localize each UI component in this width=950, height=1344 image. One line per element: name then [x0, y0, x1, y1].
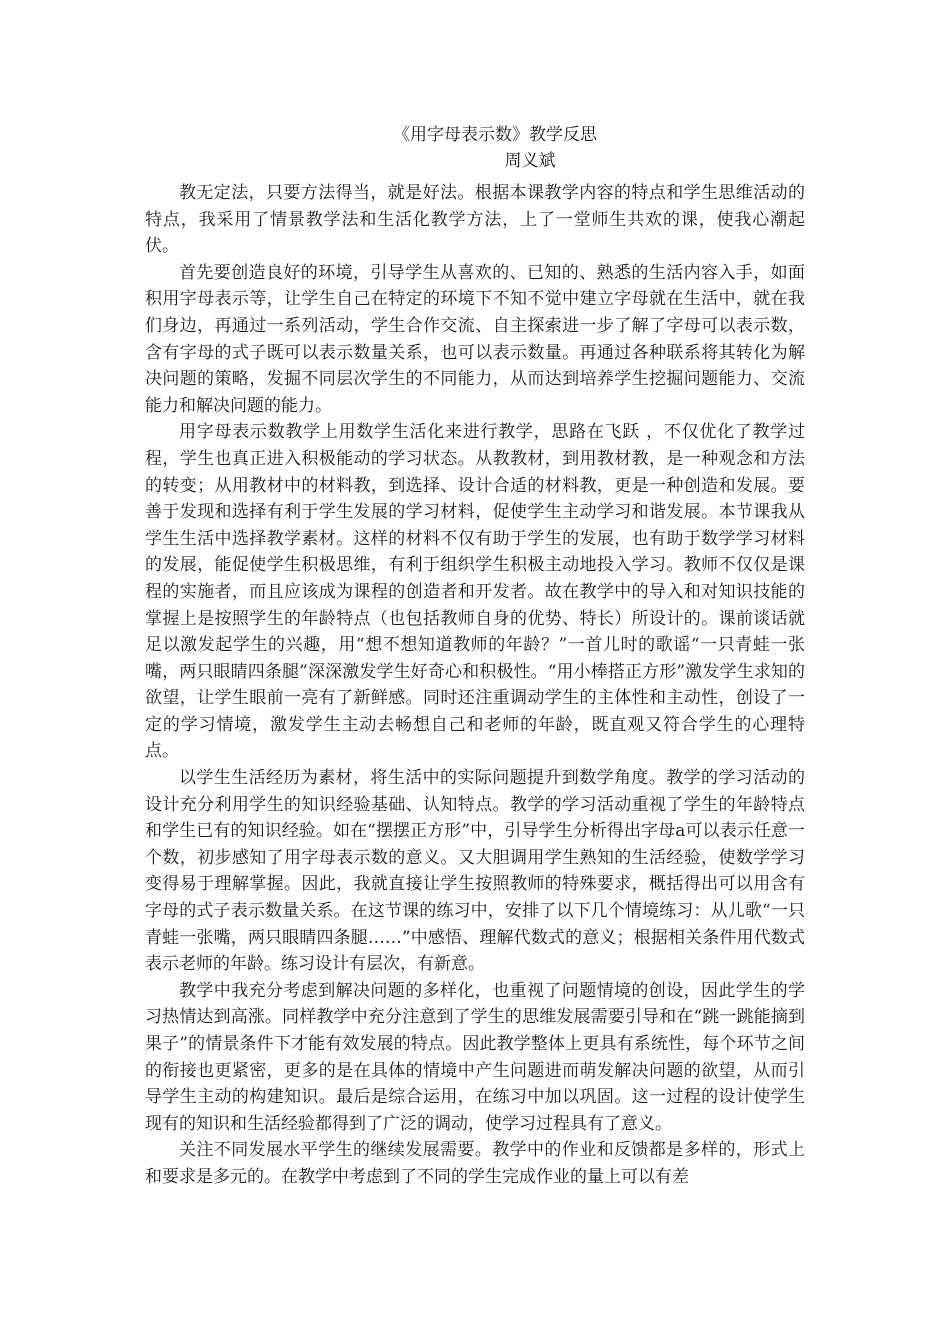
document-author: 周义斌	[504, 151, 556, 171]
paragraph-5: 教学中我充分考虑到解决问题的多样化，也重视了问题情境的创设，因此学生的学习热情达到高涨。同样教学中充分注意到了学生的思维发展需要引导和在“跳一跳能摘到果子”的情景条件下才能有效发展的特点。因此教学整体上更具有系统性，每个环节之间的衔接也更紧密，更多的是在具体的情境中产生问题进而萌发解决问题的欲望，从而引导学生主动的构建知识。最后是综合运用，在练习中加以巩固。这一过程的设计使学生现有的知识和生活经验都得到了广泛的调动，使学习过程具有了意义。	[145, 980, 805, 1134]
paragraph-3: 用字母表示数教学上用数学生活化来进行教学，思路在飞跃 ，不仅优化了教学过程，学生也真正进入积极能动的学习状态。从教教材，到用教材教，是一种观念和方法的转变；从用教材中的材料教，到选择、设计合适的材料教，更是一种创造和发展。要善于发现和选择有利于学生发展的学习材料，促使学生主动学习和谐发展。本节课我从学生生活中选择教学素材。这样的材料不仅有助于学生的发展，也有助于数学学习材料的发展，能促使学生积极思维，有利于组织学生积极主动地投入学习。教师不仅仅是课程的实施者，而且应该成为课程的创造者和开发者。故在教学中的导入和对知识技能的掌握上是按照学生的年龄特点（也包括教师自身的优势、特长）所设计的。课前谈话就足以激发起学生的兴趣，用“想不想知道教师的年龄？”一首儿时的歌谣“一只青蛙一张嘴，两只眼睛四条腿”深深激发学生好奇心和积极性。“用小棒搭正方形”激发学生求知的欲望，让学生眼前一亮有了新鲜感。同时还注重调动学生的主体性和主动性，创设了一定的学习情境，激发学生主动去畅想自己和老师的年龄，既直观又符合学生的心理特点。	[145, 422, 805, 762]
paragraph-1: 教无定法，只要方法得当，就是好法。根据本课教学内容的特点和学生思维活动的特点，我采用了情景教学法和生活化教学方法，上了一堂师生共欢的课，使我心潮起伏。	[145, 183, 805, 257]
paragraph-4: 以学生生活经历为素材，将生活中的实际问题提升到数学角度。教学的学习活动的设计充分利用学生的知识经验基础、认知特点。教学的学习活动重视了学生的年龄特点和学生已有的知识经验。如在“摆摆正方形”中，引导学生分析得出字母a可以表示任意一个数，初步感知了用字母表示数的意义。又大胆调用学生熟知的生活经验，使数学学习变得易于理解掌握。因此，我就直接让学生按照教师的特殊要求，概括得出可以用含有字母的式子表示数量关系。在这节课的练习中，安排了以下几个情境练习：从儿歌“一只青蛙一张嘴，两只眼睛四条腿……”中感悟、理解代数式的意义；根据相关条件用代数式表示老师的年龄。练习设计有层次，有新意。	[145, 768, 805, 975]
document-title: 《用字母表示数》教学反思	[393, 125, 597, 145]
paragraph-2: 首先要创造良好的环境，引导学生从喜欢的、已知的、熟悉的生活内容入手，如面积用字母表示等，让学生自己在特定的环境下不知不觉中建立字母就在生活中，就在我们身边，再通过一系列活动，学生合作交流、自主探索进一步了解了字母可以表示数，含有字母的式子既可以表示数量关系，也可以表示数量。再通过各种联系将其转化为解决问题的策略，发掘不同层次学生的不同能力，从而达到培养学生挖掘问题能力、交流能力和解决问题的能力。	[145, 262, 805, 416]
paragraph-6: 关注不同发展水平学生的继续发展需要。教学中的作业和反馈都是多样的，形式上和要求是多元的。在教学中考虑到了不同的学生完成作业的量上可以有差	[145, 1140, 805, 1187]
